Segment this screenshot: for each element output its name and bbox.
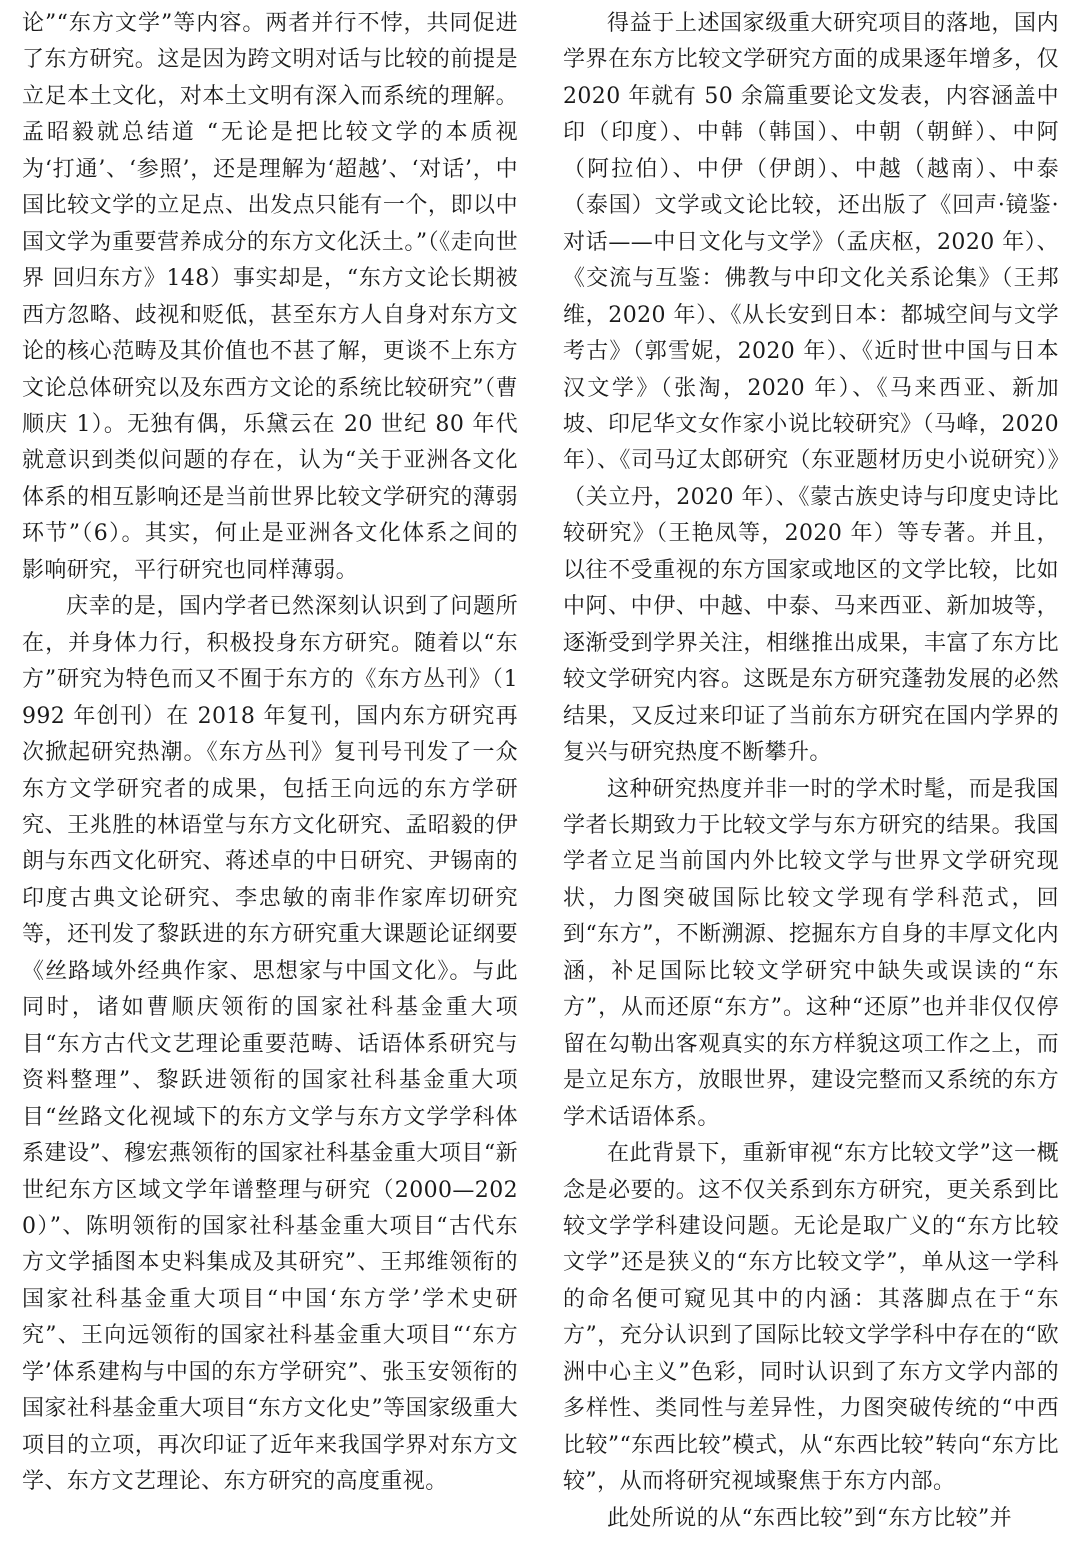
paragraph: 得益于上述国家级重大研究项目的落地，国内学界在东方比较文学研究方面的成果逐年增多，仅 2020 年就有 50 余篇重要论文发表，内容涵盖中印（印度）、中韩（韩国）、中朝（朝鲜）、中阿（阿拉伯）、中伊（伊朗）、中越（越南）、中泰（泰国）文学或文论比较，还出版了《回声·镜鉴·对话——中日文化与文学》（孟庆枢，2020 年）、《交流与互鉴：佛教与中印文化关系论集》（王邦维，2020 年）、《从长安到日本：都城空间与文学考古》（郭雪妮，2020 年）、《近时世中国与日本汉文学》（张淘，2020 年）、《马来西亚、新加坡、印尼华文女作家小说比较研究》（马峰，2020 年）、《司马辽太郎研究（东亚题材历史小说研究）》（关立丹，2020 年）、《蒙古族史诗与印度史诗比较研究》（王艳凤等，2020 年）等专著。并且，以往不受重视的东方国家或地区的文学比较，比如中阿、中伊、中越、中泰、马来西亚、新加坡等，逐渐受到学界关注，相继推出成果，丰富了东方比较文学研究内容。这既是东方研究蓬勃发展的必然结果，又反过来印证了当前东方研究在国内学界的复兴与研究热度不断攀升。 (563, 11, 1059, 766)
right-column (563, 6, 1059, 1536)
paragraph-truncated: 此处所说的从“东西比较”到“东方比较”并 (607, 1505, 1012, 1531)
paragraph: 庆幸的是，国内学者已然深刻认识到了问题所在，并身体力行，积极投身东方研究。随着以“东方”研究为特色而又不囿于东方的《东方丛刊》（1992 年创刊）在 2018 年复刊，国内东方研究再次掀起研究热潮。《东方丛刊》复刊号刊发了一众东方文学研究者的成果，包括王向远的东方学研究、王兆胜的林语堂与东方文化研究、孟昭毅的伊朗与东西文化研究、蒋述卓的中日研究、尹锡南的印度古典文论研究、李忠敏的南非作家库切研究等，还刊发了黎跃进的东方研究重大课题论证纲要《丝路域外经典作家、思想家与中国文化》。与此同时，诸如曹顺庆领衔的国家社科基金重大项目“东方古代文艺理论重要范畴、话语体系研究与资料整理”、黎跃进领衔的国家社科基金重大项目“丝路文化视域下的东方文学与东方文学学科体系建设”、穆宏燕领衔的国家社科基金重大项目“新世纪东方区域文学年谱整理与研究（2000—2020）”、陈明领衔的国家社科基金重大项目“古代东方文学插图本史料集成及其研究”、王邦维领衔的国家社科基金重大项目“中国‘东方学’学术史研究”、王向远领衔的国家社科基金重大项目“‘东方学’体系建构与中国的东方学研究”、张玉安领衔的国家社科基金重大项目“东方文化史”等国家级重大项目的立项，再次印证了近年来我国学界对东方文学、东方文艺理论、东方研究的高度重视。 (22, 594, 518, 1495)
paragraph: 在此背景下，重新审视“东方比较文学”这一概念是必要的。这不仅关系到东方研究，更关系到比较文学学科建设问题。无论是取广义的“东方比较文学”还是狭义的“东方比较文学”，单从这一学科的命名便可窥见其中的内涵：其落脚点在于“东方”，充分认识到了国际比较文学学科中存在的“欧洲中心主义”色彩，同时认识到了东方文学内部的多样性、类同性与差异性，力图突破传统的“中西比较”“东西比较”模式，从“东西比较”转向“东方比较”，从而将研究视域聚焦于东方内部。 (563, 1141, 1059, 1495)
paragraph-continued: 论”“东方文学”等内容。两者并行不悖，共同促进了东方研究。这是因为跨文明对话与比较的前提是立足本土文化，对本土文明有深入而系统的理解。孟昭毅就总结道 “无论是把比较文学的本质视为‘打通’、‘参照’，还是理解为‘超越’、‘对话’，中国比较文学的立足点、出发点只能有一个，即以中国文学为重要营养成分的东方文化沃土。”（《走向世界 回归东方》148）事实却是，“东方文论长期被西方忽略、歧视和贬低，甚至东方人自身对东方文论的核心范畴及其价值也不甚了解，更谈不上东方文论总体研究以及东西方文论的系统比较研究”（曹顺庆 1）。无独有偶，乐黛云在 20 世纪 80 年代就意识到类似问题的存在，认为“关于亚洲各文化体系的相互影响还是当前世界比较文学研究的薄弱环节”（6）。其实，何止是亚洲各文化体系之间的影响研究，平行研究也同样薄弱。 (22, 11, 518, 583)
paragraph: 这种研究热度并非一时的学术时髦，而是我国学者长期致力于比较文学与东方研究的结果。我国学者立足当前国内外比较文学与世界文学研究现状，力图突破国际比较文学现有学科范式，回到“东方”，不断溯源、挖掘东方自身的丰厚文化内涵，补足国际比较文学研究中缺失或误读的“东方”，从而还原“东方”。这种“还原”也并非仅仅停留在勾勒出客观真实的东方样貌这项工作之上，而是立足东方，放眼世界，建设完整而又系统的东方学术话语体系。 (563, 776, 1059, 1130)
left-column (22, 6, 518, 1536)
